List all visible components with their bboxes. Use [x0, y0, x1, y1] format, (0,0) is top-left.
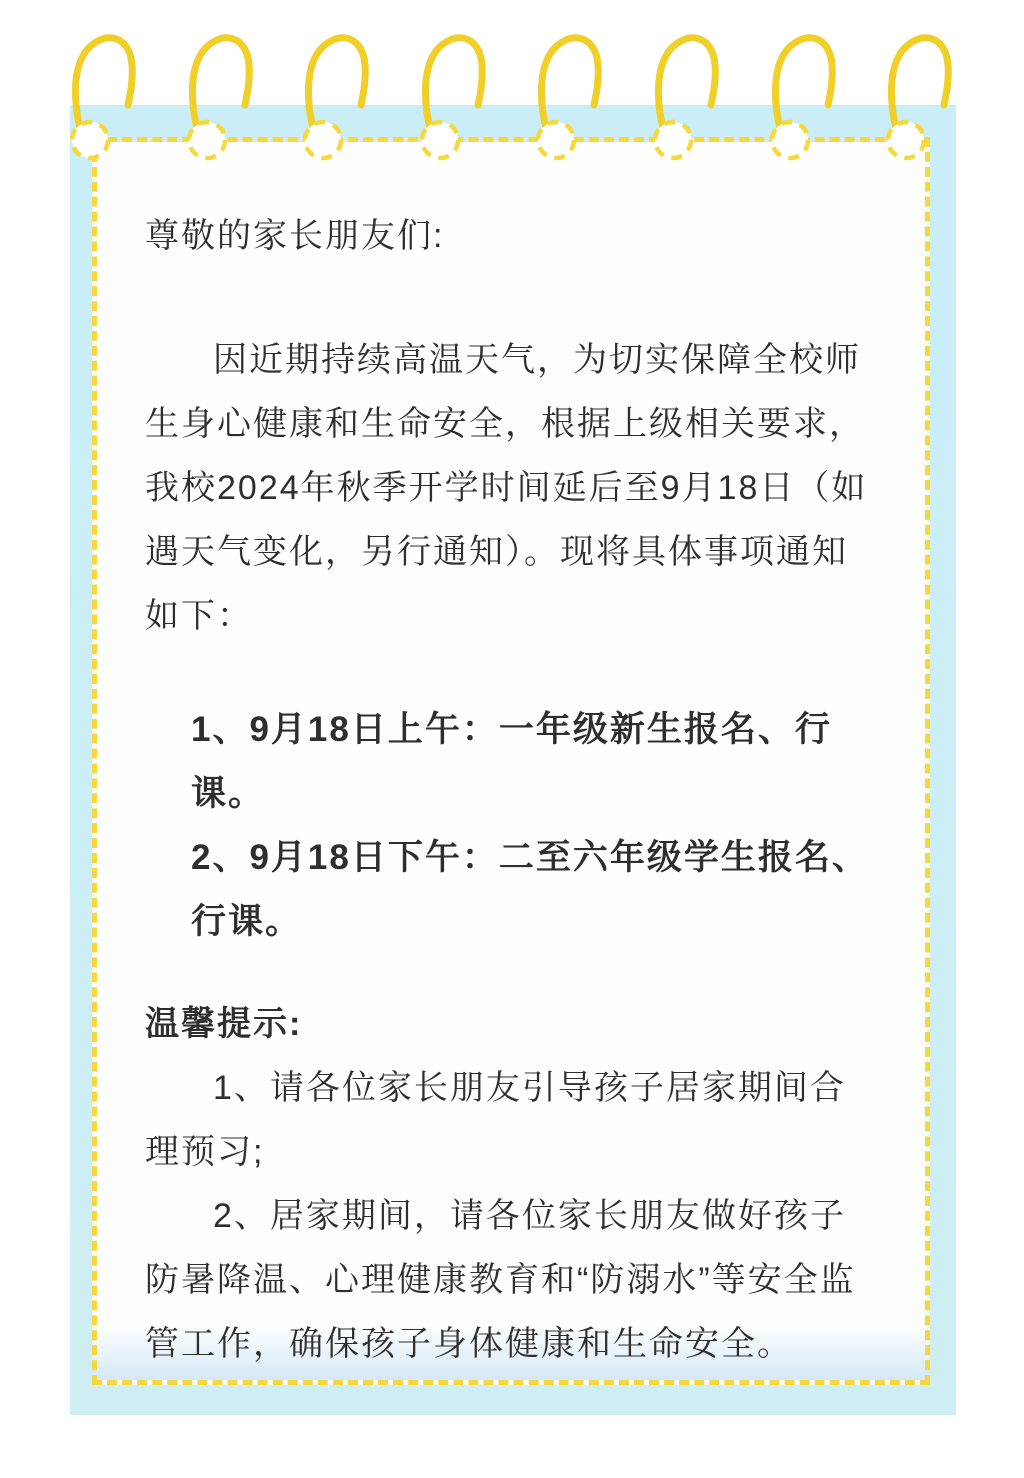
spiral-ring-icon [157, 15, 257, 165]
spiral-ring-icon [390, 15, 490, 165]
spiral-ring-icon [506, 15, 606, 165]
tip-item: 1、请各位家长朋友引导孩子居家期间合理预习; [145, 1069, 846, 1171]
schedule-item: 1、9月18日上午：一年级新生报名、行课。 [191, 710, 832, 813]
schedule-list [191, 698, 879, 954]
spiral-ring-icon [856, 15, 956, 165]
salutation: 尊敬的家长朋友们: [145, 217, 445, 255]
spiral-ring-icon [40, 15, 140, 165]
spiral-ring-icon [740, 15, 840, 165]
spiral-ring-icon [273, 15, 373, 165]
tip-item: 2、居家期间，请各位家长朋友做好孩子防暑降温、心理健康教育和“防溺水”等安全监管工作，确保孩子身体健康和生命安全。 [145, 1197, 856, 1363]
notice-paper [92, 137, 930, 1385]
tips-heading: 温馨提示: [145, 1005, 303, 1043]
schedule-item: 2、9月18日下午：二至六年级学生报名、行课。 [191, 838, 869, 941]
tips-list [145, 1056, 879, 1376]
spiral-ring-icon [623, 15, 723, 165]
intro-paragraph: 因近期持续高温天气，为切实保障全校师生身心健康和生命安全，根据上级相关要求，我校2024年秋季开学时间延后至9月18日（如遇天气变化，另行通知）。现将具体事项通知如下： [145, 341, 868, 635]
notice-body [97, 142, 925, 1376]
